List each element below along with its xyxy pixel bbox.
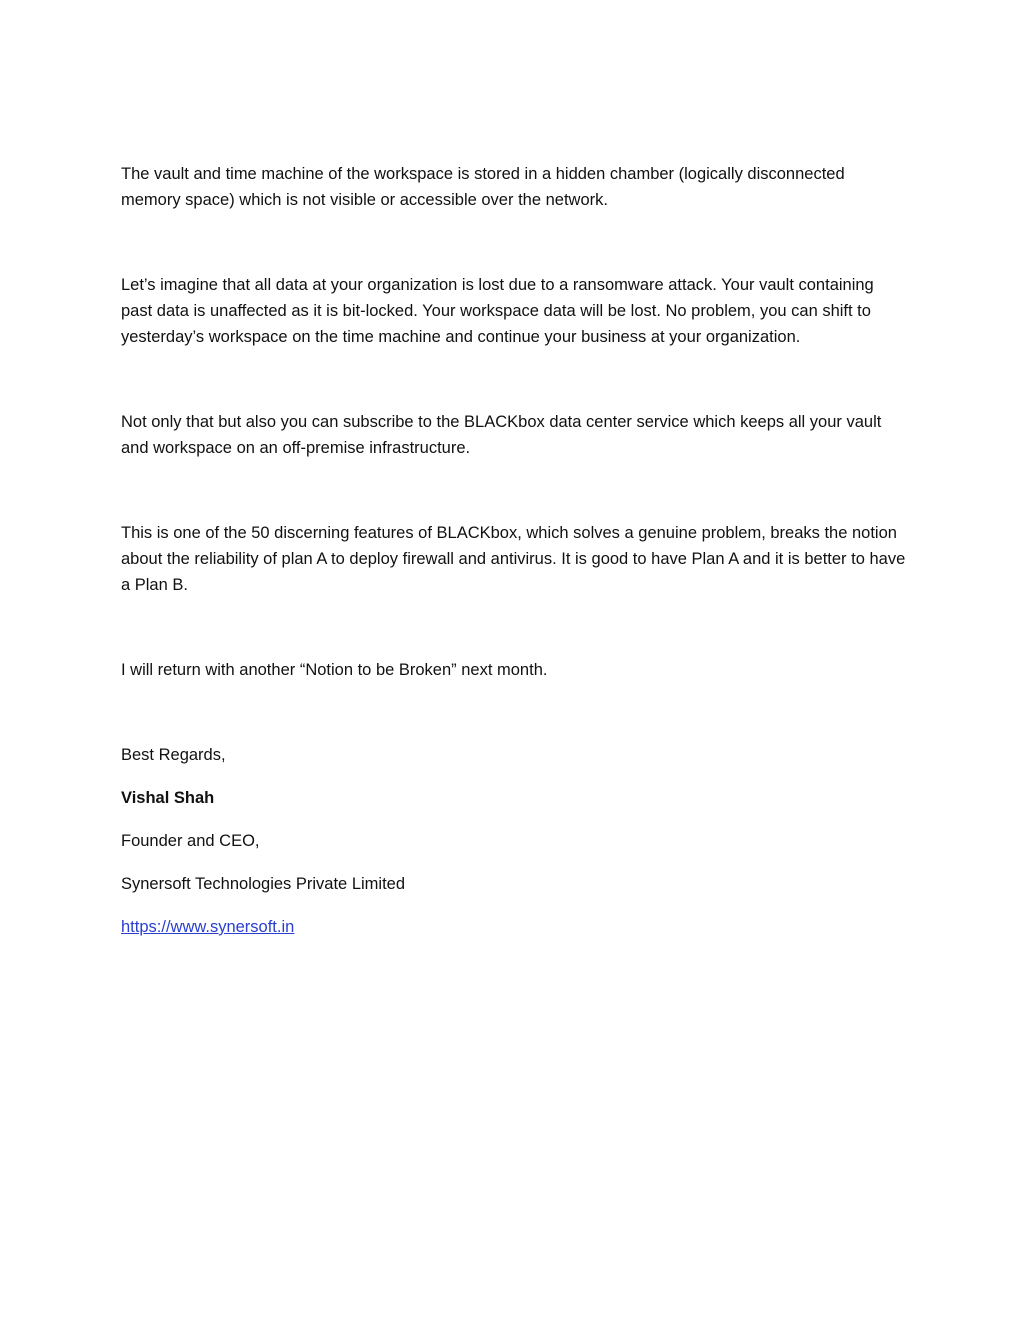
paragraph-ransomware: Let’s imagine that all data at your organization is lost due to a ransomware attack. Your vault containing past data is unaffected as it is bit-locked. Your workspace data will be lost. No problem, you can shift to yesterday’s workspace on the time machine and continue your business at your organization. xyxy=(121,276,874,346)
signature-link-line xyxy=(121,914,906,940)
paragraph-features: This is one of the 50 discerning features of BLACKbox, which solves a genuine problem, breaks the notion about the reliability of plan A to deploy firewall and antivirus. It is good to have Plan A and it is better to have a Plan B. xyxy=(121,524,906,594)
signature-block xyxy=(121,742,906,940)
paragraph-datacenter: Not only that but also you can subscribe to the BLACKbox data center service which keeps all your vault and workspace on an off-premise infrastructure. xyxy=(121,413,882,457)
document-body xyxy=(121,161,906,957)
paragraph-return: I will return with another “Notion to be Broken” next month. xyxy=(121,661,548,679)
signature-closing: Best Regards, xyxy=(121,746,226,764)
signature-company: Synersoft Technologies Private Limited xyxy=(121,875,406,893)
signature-name: Vishal Shah xyxy=(121,789,215,807)
paragraph-vault: The vault and time machine of the workspace is stored in a hidden chamber (logically disconnected memory space) which is not visible or accessible over the network. xyxy=(121,165,845,209)
signature-title: Founder and CEO, xyxy=(121,832,260,850)
website-link[interactable]: https://www.synersoft.in xyxy=(121,918,295,936)
